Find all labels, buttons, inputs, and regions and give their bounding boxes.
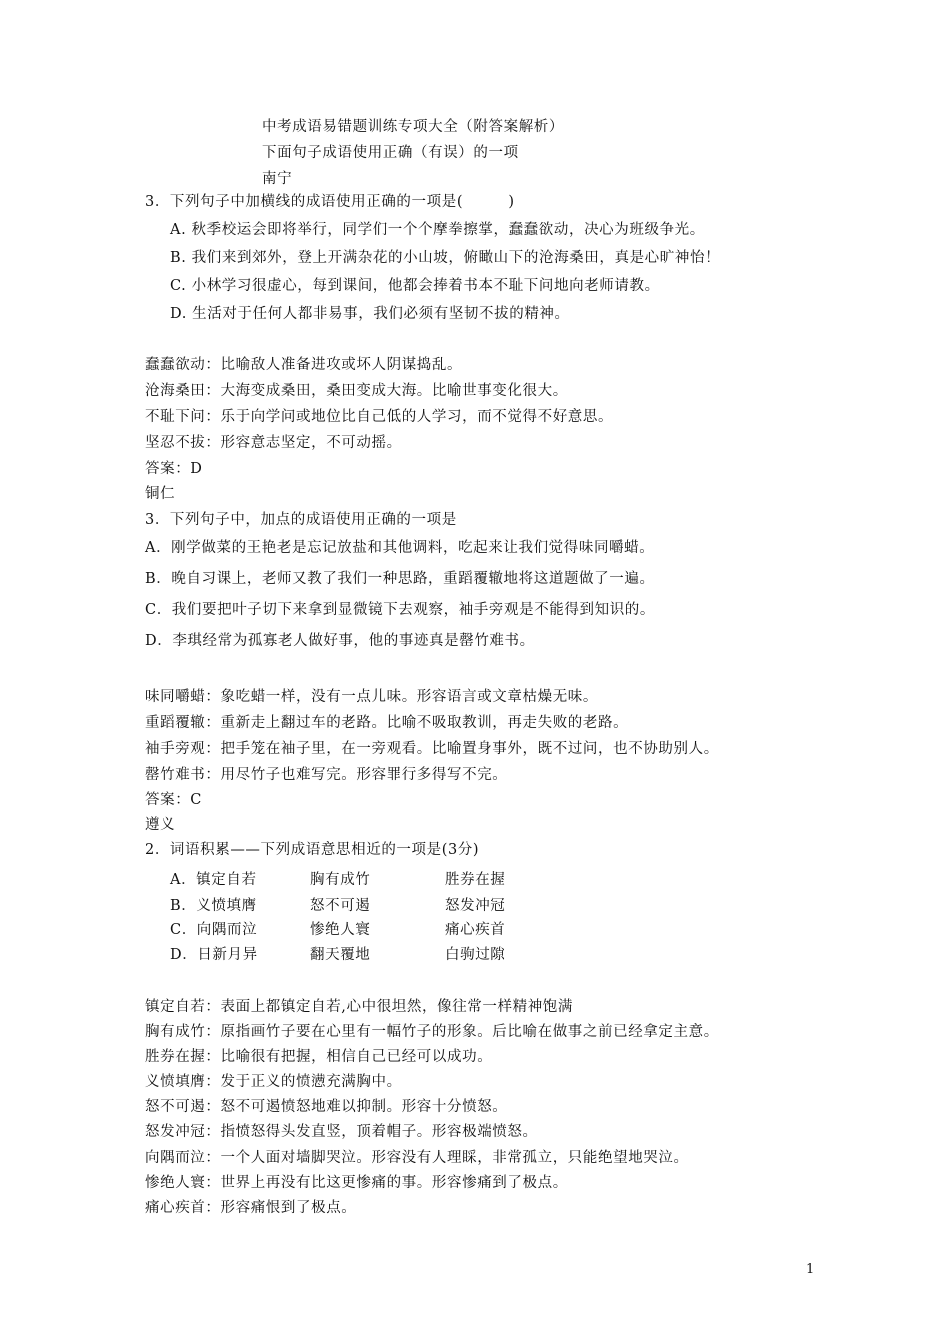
- option-row-cell: A．镇定自若: [170, 872, 257, 888]
- document-title: 中考成语易错题训练专项大全（附答案解析）: [262, 119, 564, 135]
- option-row-cell: C．向隅而泣: [170, 922, 258, 938]
- question-stem: 3．下列句子中加横线的成语使用正确的一项是( ): [145, 194, 515, 210]
- option-row-cell: 惨绝人寰: [310, 922, 371, 938]
- option-d: D. 生活对于任何人都非易事，我们必须有坚韧不拔的精神。: [170, 306, 570, 322]
- idiom-note: 镇定自若：表面上都镇定自若,心中很坦然，像往常一样精神饱满: [145, 999, 574, 1015]
- option-row-cell: 怒不可遏: [310, 898, 371, 914]
- idiom-note: 痛心疾首：形容痛恨到了极点。: [145, 1200, 357, 1216]
- idiom-note: 蠢蠢欲动：比喻敌人准备进攻或坏人阴谋捣乱。: [145, 357, 463, 373]
- region-label: 南宁: [262, 171, 293, 187]
- idiom-note: 向隅而泣：一个人面对墙脚哭泣。形容没有人理睬，非常孤立，只能绝望地哭泣。: [145, 1150, 689, 1166]
- idiom-note: 胸有成竹：原指画竹子要在心里有一幅竹子的形象。后比喻在做事之前已经拿定主意。: [145, 1024, 719, 1040]
- option-row-cell: 翻天覆地: [310, 947, 371, 963]
- idiom-note: 味同嚼蜡：象吃蜡一样，没有一点儿味。形容语言或文章枯燥无味。: [145, 689, 598, 705]
- question-stem: 3．下列句子中，加点的成语使用正确的一项是: [145, 512, 457, 528]
- option-row-cell: D．日新月异: [170, 947, 258, 963]
- idiom-note: 义愤填膺：发于正义的愤懑充满胸中。: [145, 1074, 402, 1090]
- idiom-note: 胜券在握：比喻很有把握，相信自己已经可以成功。: [145, 1049, 493, 1065]
- question-stem: 2．词语积累——下列成语意思相近的一项是(3分): [145, 842, 480, 858]
- option-b: B．晚自习课上，老师又教了我们一种思路，重蹈覆辙地将这道题做了一遍。: [145, 571, 655, 587]
- idiom-note: 坚忍不拔：形容意志坚定，不可动摇。: [145, 435, 402, 451]
- idiom-note: 怒发冲冠：指愤怒得头发直竖，顶着帽子。形容极端愤怒。: [145, 1124, 538, 1140]
- idiom-note: 惨绝人寰：世界上再没有比这更惨痛的事。形容惨痛到了极点。: [145, 1175, 568, 1191]
- region-label: 铜仁: [145, 486, 176, 502]
- option-a: A．刚学做菜的王艳老是忘记放盐和其他调料，吃起来让我们觉得味同嚼蜡。: [145, 540, 655, 556]
- option-row-cell: B．义愤填膺: [170, 898, 257, 914]
- option-c: C. 小林学习很虚心，每到课间，他都会捧着书本不耻下问地向老师请教。: [170, 278, 660, 294]
- option-b: B. 我们来到郊外，登上开满杂花的小山坡，俯瞰山下的沧海桑田，真是心旷神怡！: [170, 250, 721, 266]
- idiom-note: 袖手旁观：把手笼在袖子里，在一旁观看。比喻置身事外，既不过问，也不协助别人。: [145, 741, 719, 757]
- region-label: 遵义: [145, 817, 176, 833]
- page-number: 1: [806, 1262, 815, 1277]
- answer: 答案：D: [145, 461, 203, 477]
- idiom-note: 怒不可遏：怒不可遏愤怒地难以抑制。形容十分愤怒。: [145, 1099, 508, 1115]
- option-row-cell: 白驹过隙: [445, 947, 506, 963]
- option-d: D．李琪经常为孤寡老人做好事，他的事迹真是罄竹难书。: [145, 633, 535, 649]
- answer: 答案：C: [145, 792, 202, 808]
- option-a: A. 秋季校运会即将举行，同学们一个个摩拳擦掌，蠢蠢欲动，决心为班级争光。: [170, 222, 705, 238]
- option-row-cell: 胸有成竹: [310, 872, 371, 888]
- option-row-cell: 胜券在握: [445, 872, 506, 888]
- idiom-note: 沧海桑田：大海变成桑田，桑田变成大海。比喻世事变化很大。: [145, 383, 568, 399]
- option-c: C．我们要把叶子切下来拿到显微镜下去观察，袖手旁观是不能得到知识的。: [145, 602, 655, 618]
- idiom-note: 罄竹难书：用尽竹子也难写完。形容罪行多得写不完。: [145, 767, 508, 783]
- idiom-note: 不耻下问：乐于向学问或地位比自己低的人学习，而不觉得不好意思。: [145, 409, 614, 425]
- idiom-note: 重蹈覆辙：重新走上翻过车的老路。比喻不吸取教训，再走失败的老路。: [145, 715, 629, 731]
- option-row-cell: 痛心疾首: [445, 922, 506, 938]
- option-row-cell: 怒发冲冠: [445, 898, 506, 914]
- document-subtitle: 下面句子成语使用正确（有误）的一项: [262, 145, 519, 161]
